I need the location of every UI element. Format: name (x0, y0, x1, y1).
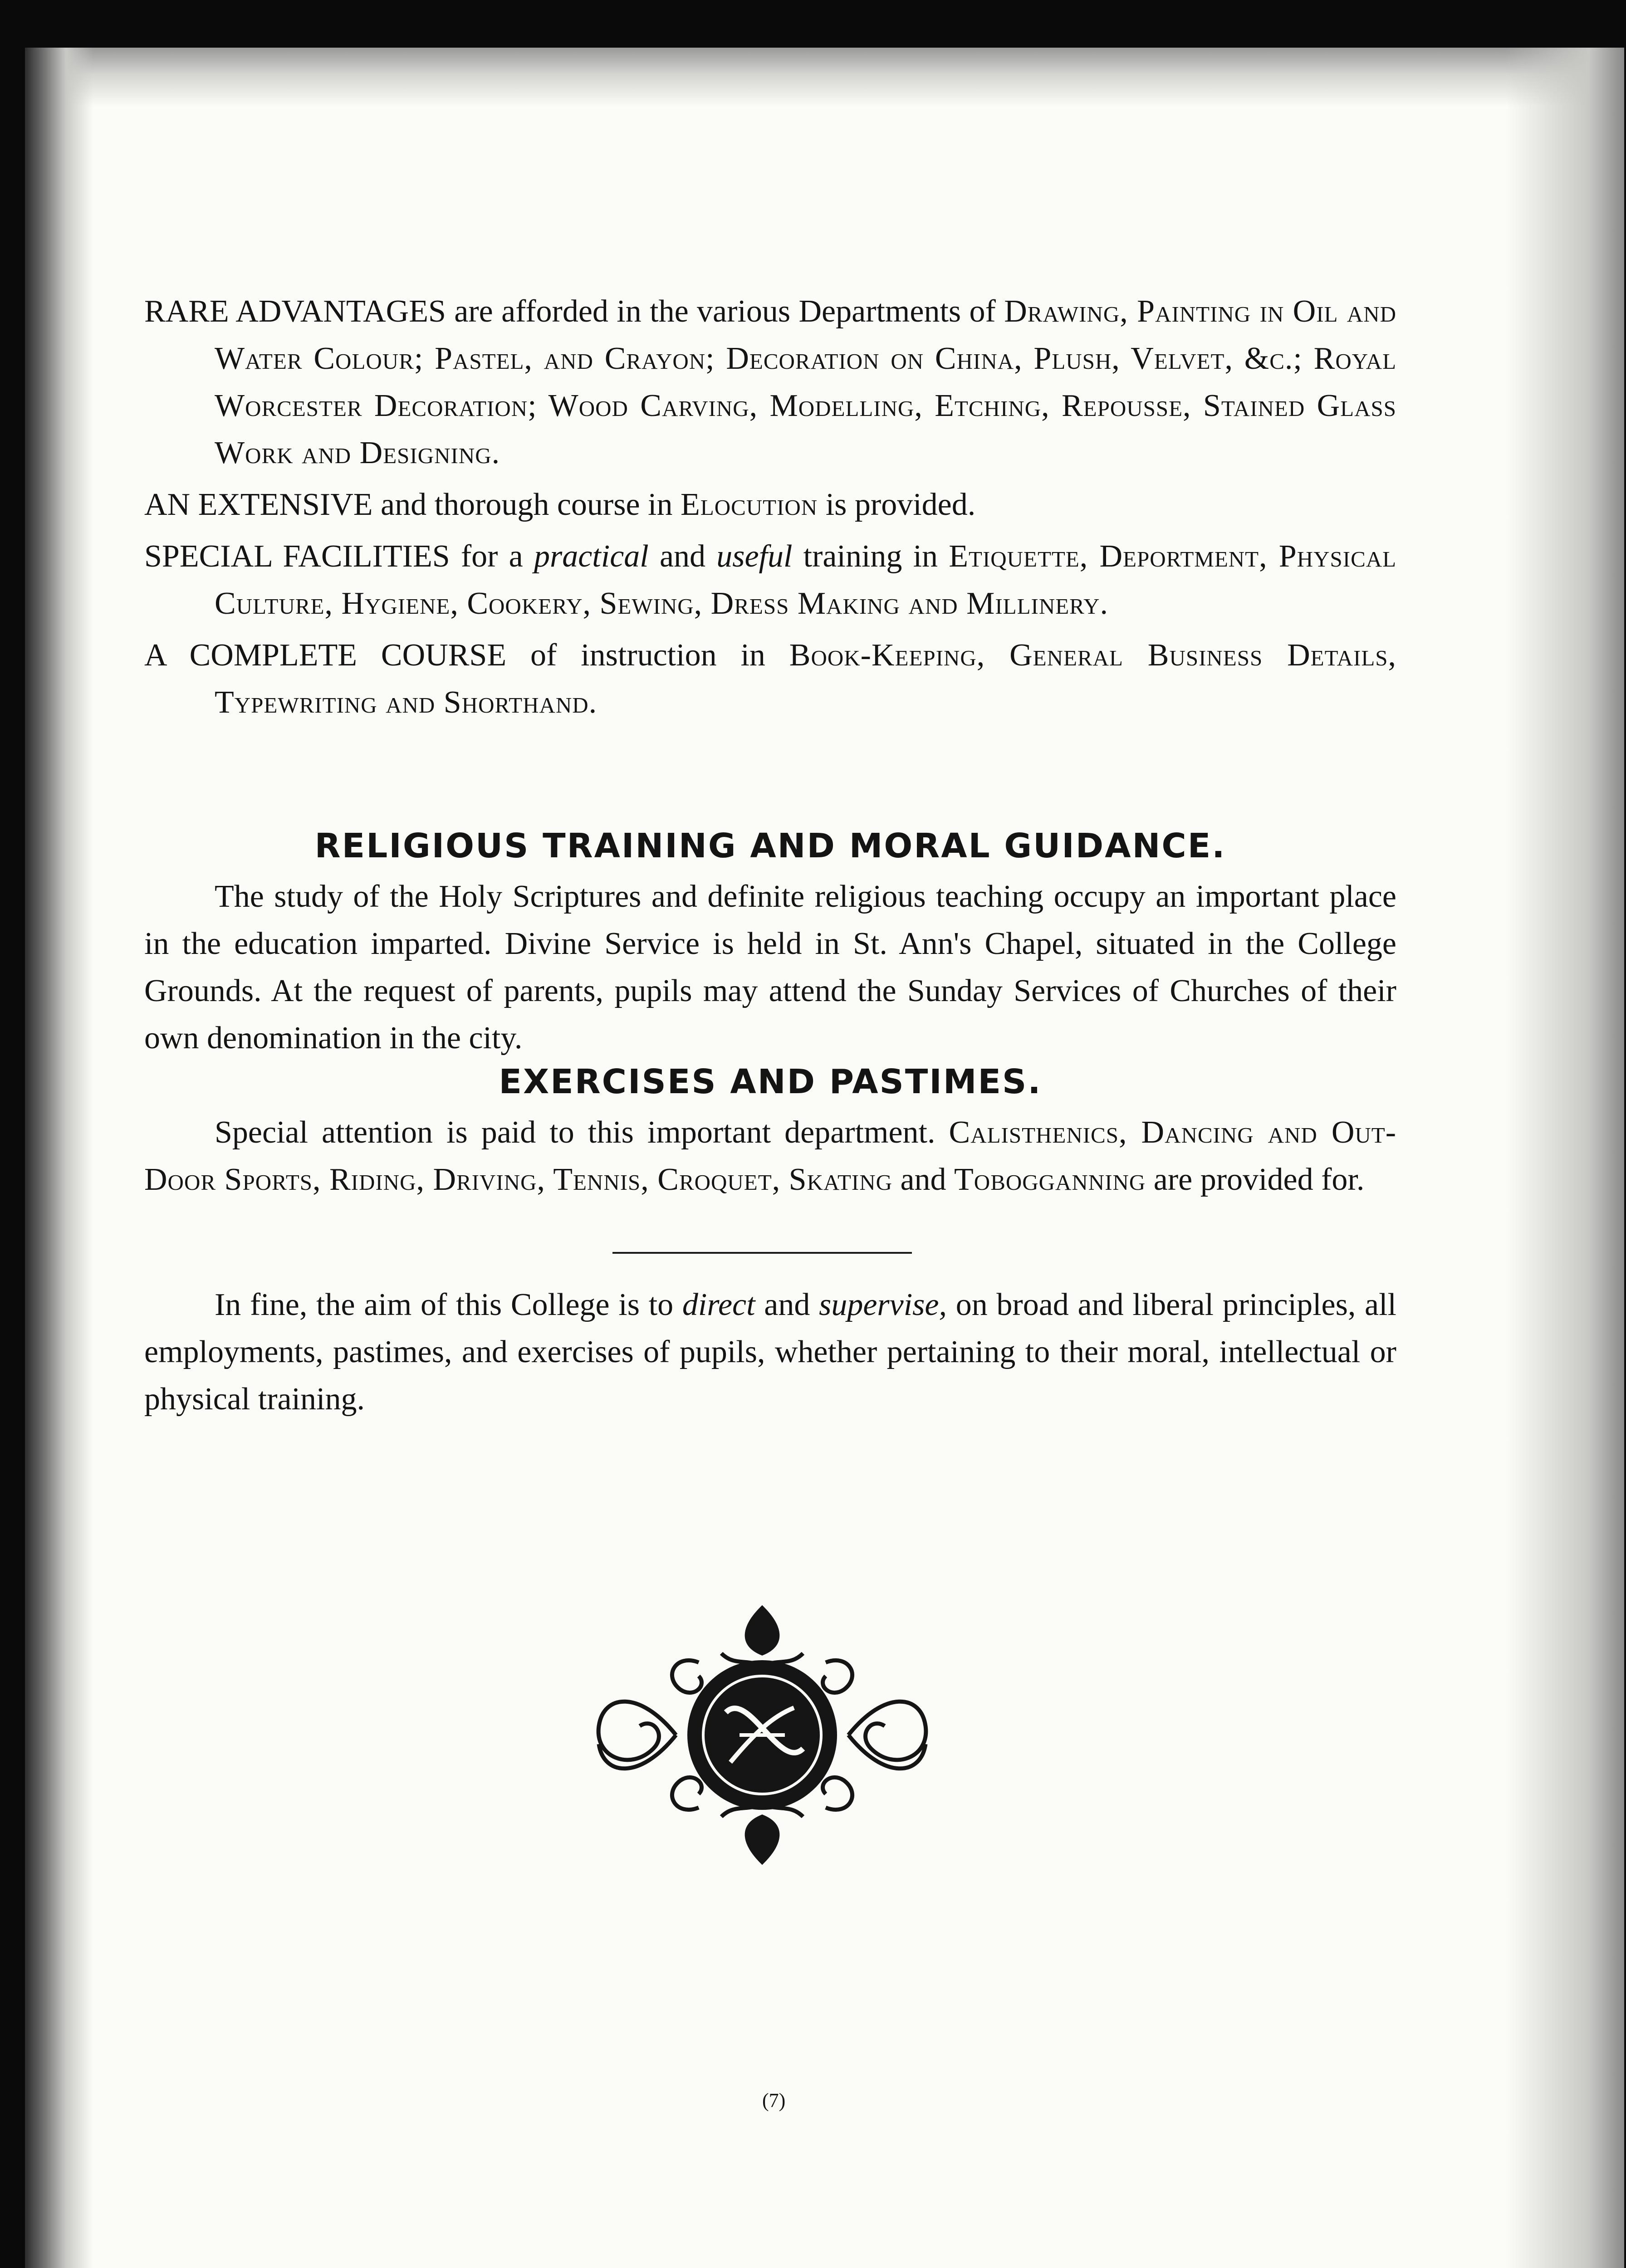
body-text: and (900, 1162, 946, 1197)
floral-monogram-ornament-icon (585, 1599, 939, 1871)
body-text: and (764, 1287, 810, 1322)
entry-art-departments (144, 288, 1396, 477)
offerings-list (144, 288, 1396, 731)
entry-emphasis: useful (716, 539, 793, 574)
entry-complete-course (144, 632, 1396, 726)
activities-list: Calisthenics, Dancing and Out-Door Sports, Riding, Driving, Tennis, Croquet, Skating (144, 1115, 1397, 1197)
exercises-section (144, 1055, 1396, 1203)
page-number: (7) (762, 2089, 786, 2112)
entry-detail: Book-Keeping, General Business Details, Typewriting and Shorthand. (215, 638, 1397, 720)
entry-connector: and (659, 539, 706, 574)
closing-section (144, 1281, 1396, 1423)
entry-lead: RARE ADVANTAGES are afforded in the various Departments of (144, 294, 996, 329)
page-shadow-right (1506, 48, 1624, 2268)
entry-elocution (144, 481, 1396, 528)
activities-list: Tobogganning (954, 1162, 1146, 1197)
entry-special-facilities (144, 533, 1396, 627)
closing-paragraph (144, 1281, 1396, 1423)
body-text: In fine, the aim of this College is to (215, 1287, 674, 1322)
entry-detail: Drawing, Painting in Oil and Water Colour; Pastel, and Crayon; Decoration on China, Plush, Velvet, &c.; Royal Worcester Decoration; Wood Carving, Modelling, Etching, Repousse, Stained Glass Work and Designing. (215, 294, 1397, 470)
entry-emphasis: practical (534, 539, 649, 574)
body-text: on broad and liberal principles, all employments, pastimes, and exercises of pupils, whether pertaining to their moral, intellectual or physical training. (144, 1287, 1397, 1417)
entry-detail: Etiquette, Deportment, Physical Culture, Hygiene, Cookery, Sewing, Dress Making and Millinery. (215, 539, 1397, 621)
entry-lead: AN EXTENSIVE and thorough course in (144, 487, 673, 522)
document-page (25, 48, 1624, 2268)
entry-detail: Elocution (681, 487, 818, 522)
section-body: The study of the Holy Scriptures and definite religious teaching occupy an important place in the education imparted. Divine Service is held in St. Ann's Chapel, situated in the College Grounds. At the request of parents, pupils may attend the Sunday Services of Churches of their own denomination in the city. (144, 879, 1396, 1056)
section-body (144, 1109, 1396, 1203)
closing-emphasis: supervise, (819, 1287, 947, 1322)
entry-lead: SPECIAL FACILITIES for a (144, 539, 523, 574)
entry-lead: A COMPLETE COURSE of instruction in (144, 638, 765, 673)
section-heading: RELIGIOUS TRAINING AND MORAL GUIDANCE. (314, 826, 1226, 865)
entry-connector: training in (803, 539, 938, 574)
page-shadow-left (25, 48, 93, 2268)
body-text: Special attention is paid to this important department. (215, 1115, 935, 1150)
body-text: are provided for. (1153, 1162, 1365, 1197)
religious-section (144, 819, 1396, 1062)
closing-emphasis: direct (682, 1287, 755, 1322)
section-divider (612, 1252, 912, 1254)
page-shadow-top (25, 48, 1624, 107)
section-heading: EXERCISES AND PASTIMES. (499, 1062, 1042, 1101)
entry-tail: is provided. (825, 487, 976, 522)
